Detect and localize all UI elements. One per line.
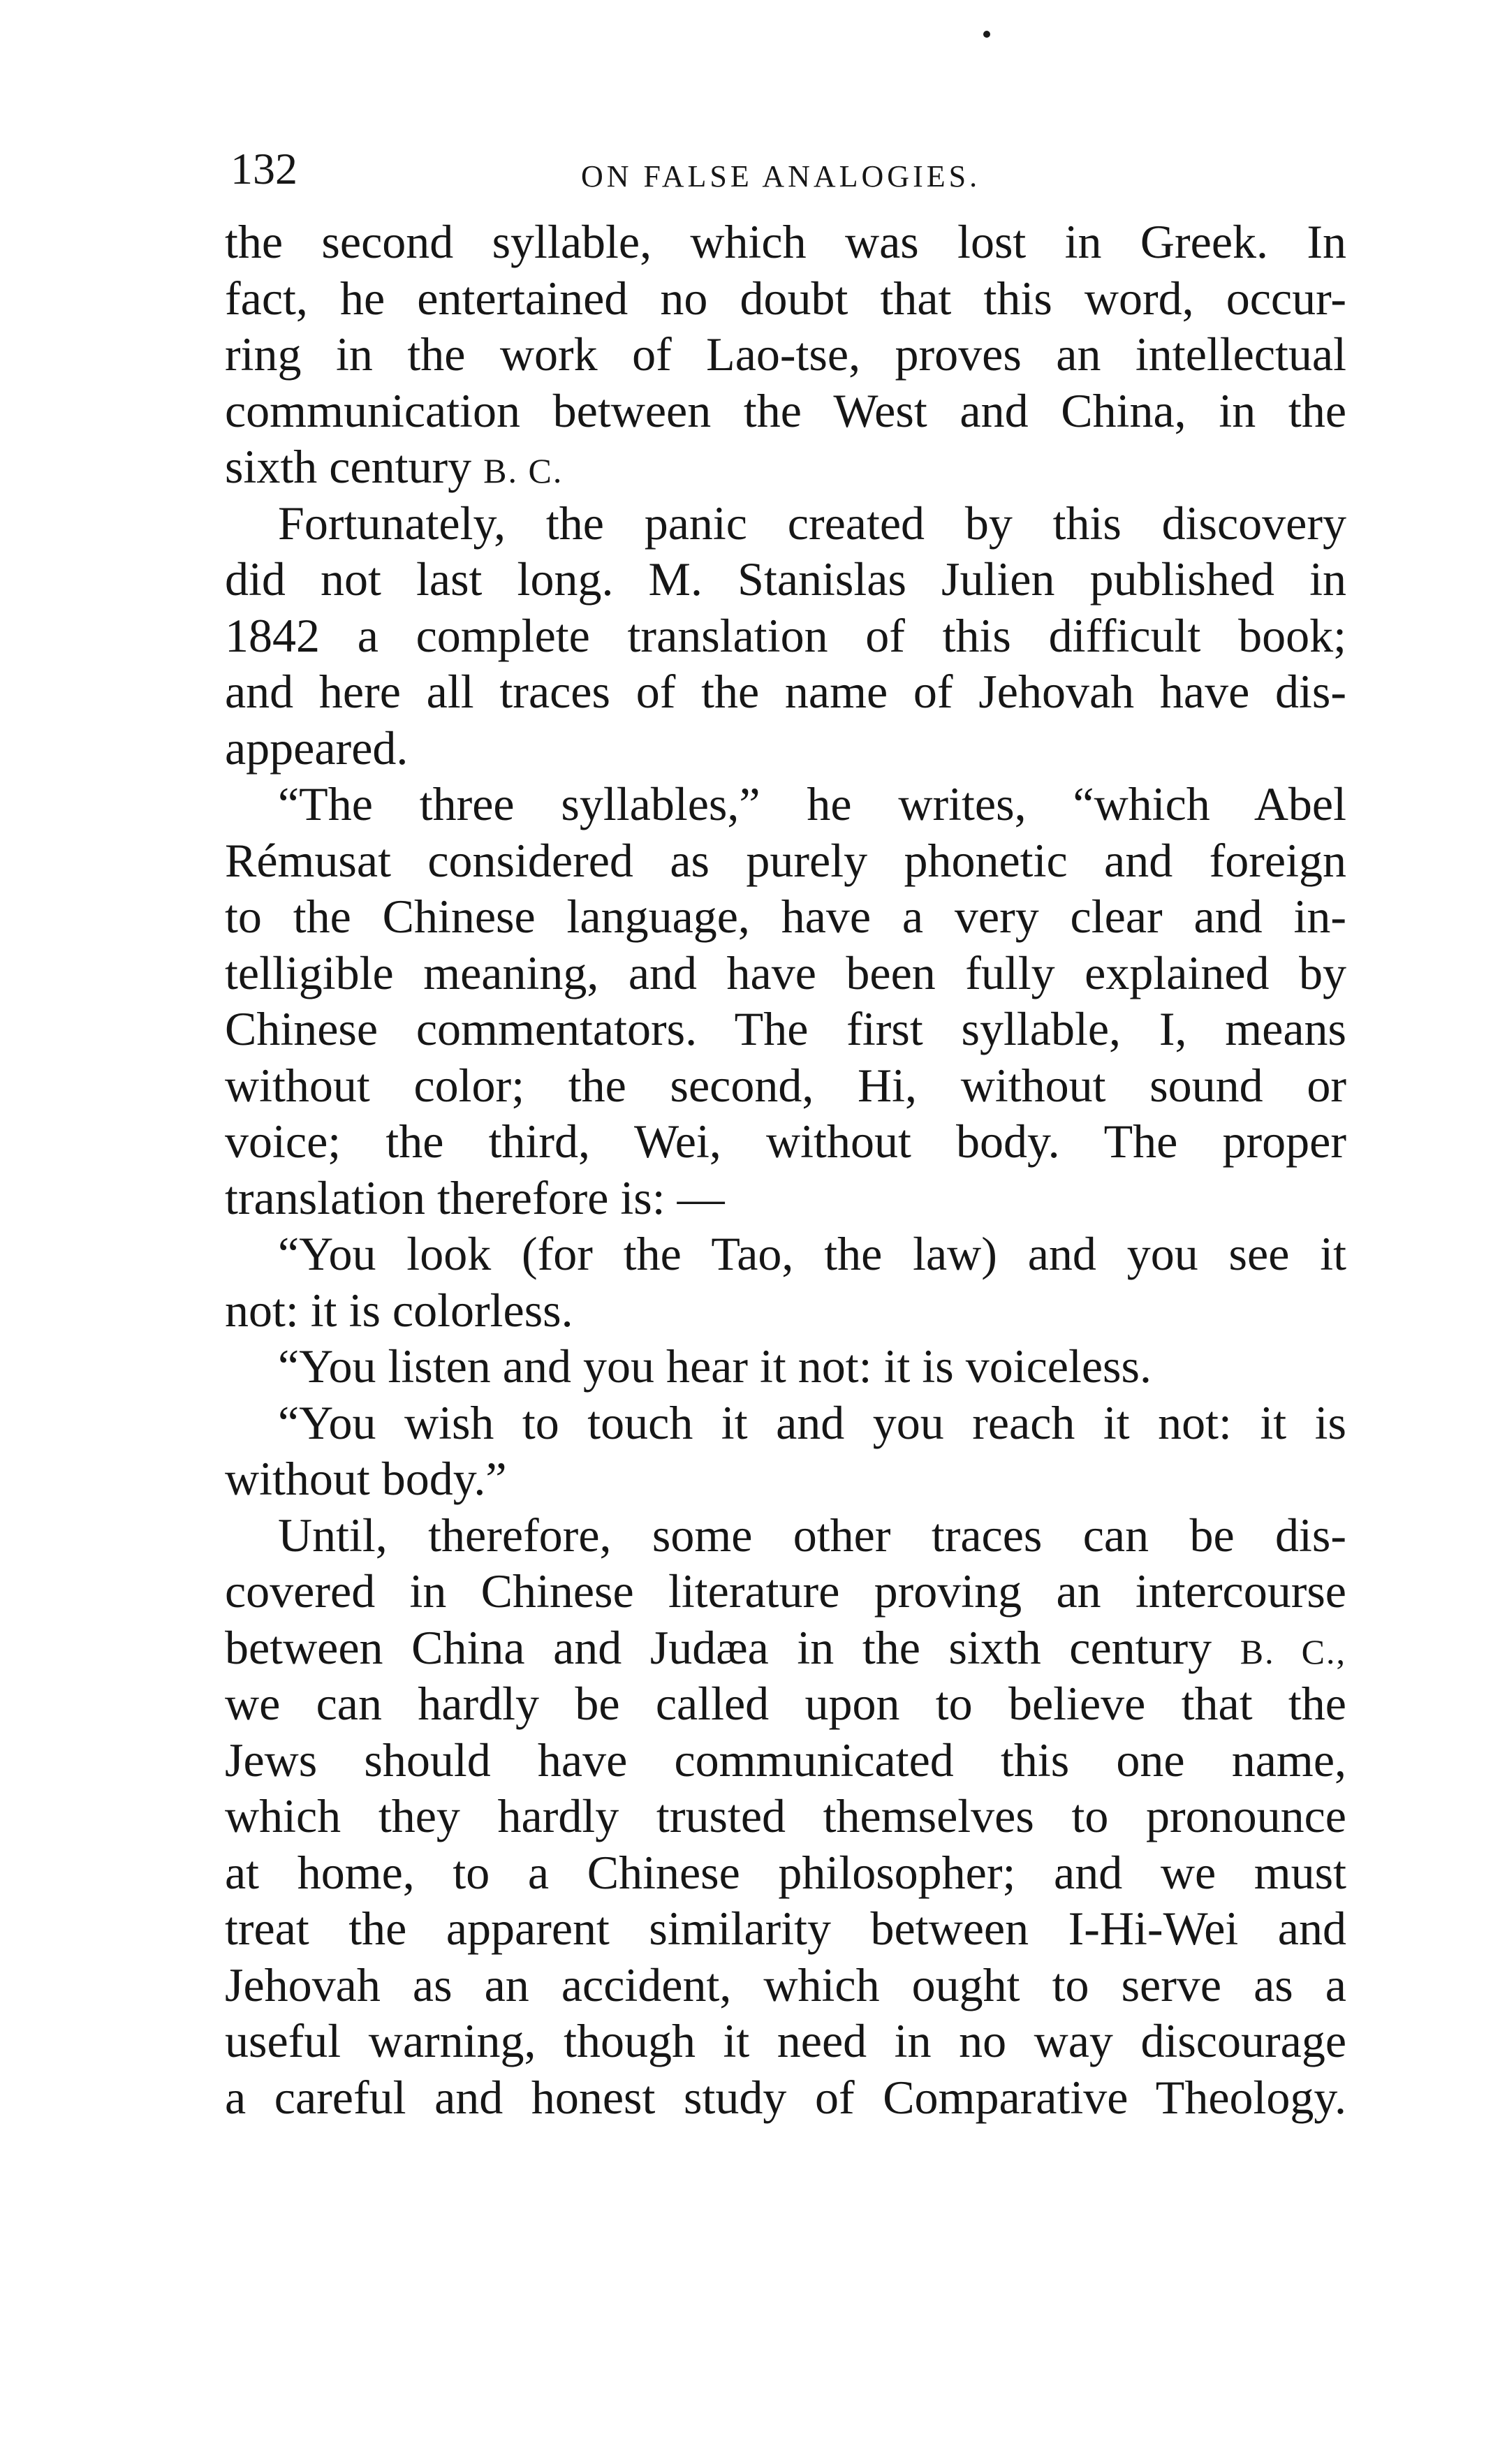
- line-text: 1842 a complete translation of this difficult book;: [225, 608, 1346, 662]
- text-line: [225, 1170, 1346, 1226]
- text-line: [225, 1057, 1346, 1114]
- line-text: between China and Judæa in the sixth century: [225, 1620, 1240, 1674]
- line-text: we can hardly be called upon to believe that the: [225, 1677, 1346, 1730]
- line-text: without color; the second, Hi, without sound or: [225, 1058, 1346, 1112]
- line-text: fact, he entertained no doubt that this word, occur-: [225, 271, 1346, 325]
- text-line: [225, 1226, 1346, 1282]
- line-text: Fortunately, the panic created by this discovery: [278, 496, 1346, 550]
- text-line: [225, 326, 1346, 383]
- text-line: [225, 608, 1346, 664]
- line-text: Chinese commentators. The first syllable, I, means: [225, 1002, 1346, 1055]
- line-text: the second syllable, which was lost in Greek. In: [225, 215, 1346, 268]
- line-text: “You listen and you hear it not: it is voiceless.: [278, 1340, 1152, 1393]
- line-text: “You wish to touch it and you reach it not: it is: [278, 1395, 1346, 1449]
- line-text: covered in Chinese literature proving an intercourse: [225, 1564, 1346, 1618]
- line-text: “You look (for the Tao, the law) and you see it: [278, 1227, 1346, 1280]
- line-text: Rémusat considered as purely phonetic and foreign: [225, 833, 1346, 887]
- text-line: [225, 214, 1346, 270]
- text-line: [225, 1620, 1346, 1676]
- text-line: [225, 2013, 1346, 2069]
- line-text: “The three syllables,” he writes, “which Abel: [278, 777, 1346, 830]
- line-text: Jehovah as an accident, which ought to serve as a: [225, 1958, 1346, 2011]
- line-text: voice; the third, Wei, without body. The proper: [225, 1115, 1346, 1168]
- text-line: [225, 1282, 1346, 1339]
- text-line: [225, 1845, 1346, 1901]
- text-line: [225, 1732, 1346, 1789]
- text-line: [225, 270, 1346, 327]
- text-line: [225, 1900, 1346, 1957]
- line-text: and here all traces of the name of Jehovah have dis-: [225, 665, 1346, 718]
- small-caps-era: B. C.: [483, 451, 564, 490]
- text-line: [225, 888, 1346, 945]
- book-page: [225, 144, 1346, 2125]
- line-text: which they hardly trusted themselves to pronounce: [225, 1789, 1346, 1842]
- ink-speck: [983, 31, 990, 38]
- line-text: useful warning, though it need in no way discourage: [225, 2014, 1346, 2067]
- line-text: not: it is colorless.: [225, 1283, 573, 1337]
- text-line: [225, 776, 1346, 833]
- line-text: Jews should have communicated this one name,: [225, 1733, 1346, 1787]
- text-line: [225, 1788, 1346, 1845]
- text-line: [225, 1957, 1346, 2014]
- text-line: [225, 1113, 1346, 1170]
- text-line: [225, 1507, 1346, 1564]
- text-line: [225, 1338, 1346, 1395]
- text-line: [225, 383, 1346, 439]
- line-text: to the Chinese language, have a very clear and in-: [225, 890, 1346, 943]
- body-text: [225, 214, 1346, 2125]
- line-text: communication between the West and China, in the: [225, 383, 1346, 437]
- text-line: [225, 1001, 1346, 1057]
- text-line: [225, 945, 1346, 1002]
- line-text: sixth century: [225, 440, 484, 493]
- line-text: translation therefore is: —: [225, 1171, 725, 1224]
- page-header: [225, 144, 1346, 214]
- text-line: [225, 439, 1346, 495]
- text-line: [225, 663, 1346, 720]
- line-text: treat the apparent similarity between I-Hi-Wei and: [225, 1902, 1346, 1955]
- small-caps-era: B. C.,: [1240, 1631, 1346, 1671]
- line-text: at home, to a Chinese philosopher; and we must: [225, 1845, 1346, 1899]
- text-line: [225, 1675, 1346, 1732]
- text-line: [225, 551, 1346, 608]
- line-text: telligible meaning, and have been fully explained by: [225, 946, 1346, 999]
- line-text: Until, therefore, some other traces can be dis-: [278, 1508, 1346, 1562]
- line-text: a careful and honest study of Comparative Theology.: [225, 2070, 1346, 2124]
- running-title: ON FALSE ANALOGIES.: [581, 159, 981, 193]
- text-line: [225, 1451, 1346, 1507]
- line-text: appeared.: [225, 721, 409, 775]
- text-line: [225, 495, 1346, 552]
- text-line: [225, 833, 1346, 889]
- text-line: [225, 2069, 1346, 2126]
- text-line: [225, 1395, 1346, 1451]
- page-number: 132: [230, 144, 297, 193]
- text-line: [225, 720, 1346, 777]
- line-text: ring in the work of Lao-tse, proves an intellectual: [225, 328, 1346, 381]
- line-text: did not last long. M. Stanislas Julien published in: [225, 552, 1346, 606]
- line-text: without body.”: [225, 1452, 507, 1505]
- text-line: [225, 1563, 1346, 1620]
